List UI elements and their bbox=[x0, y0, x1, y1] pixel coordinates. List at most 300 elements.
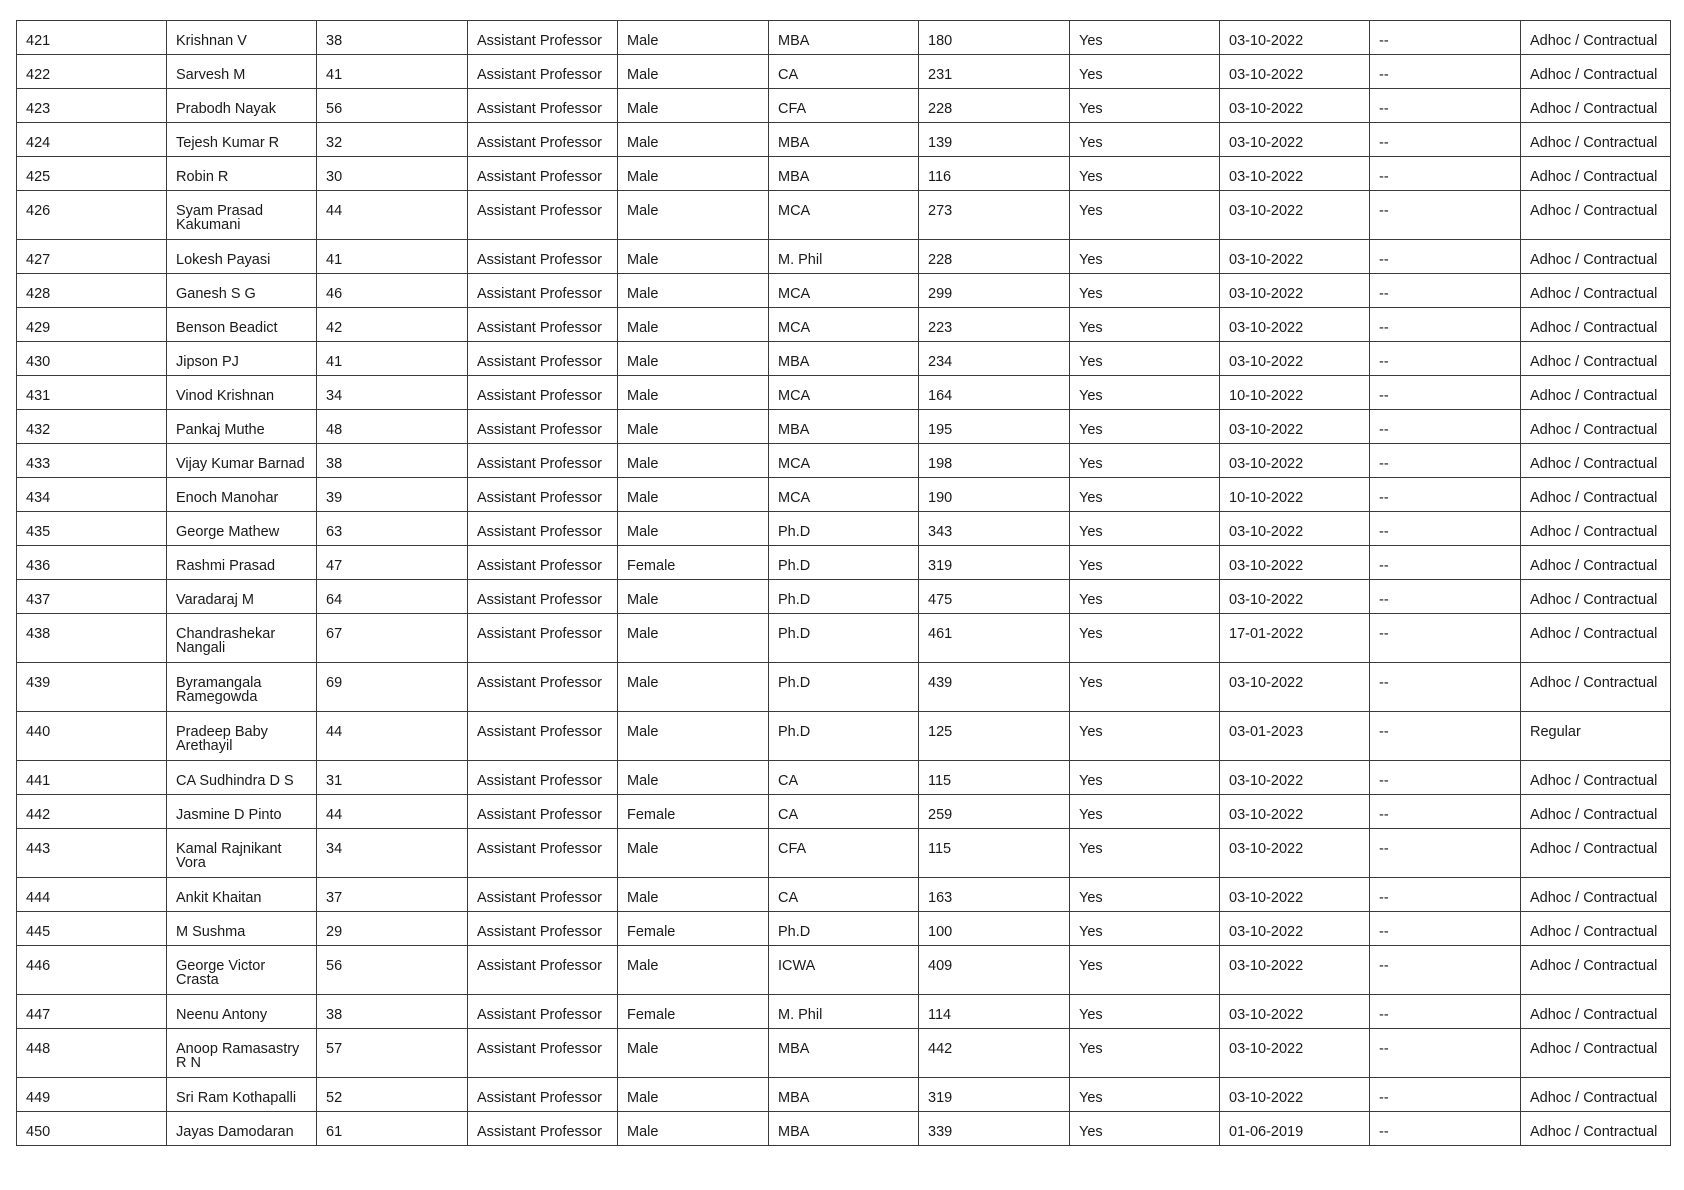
serial-number-cell: 438 bbox=[17, 614, 167, 663]
qualification-cell: MCA bbox=[769, 191, 919, 240]
designation-cell: Assistant Professor bbox=[468, 1078, 618, 1112]
nature-of-association-cell: Adhoc / Contractual bbox=[1521, 512, 1671, 546]
name-cell: Ankit Khaitan bbox=[167, 878, 317, 912]
currently-working-cell: Yes bbox=[1070, 376, 1220, 410]
qualification-cell: MBA bbox=[769, 1078, 919, 1112]
currently-working-cell: Yes bbox=[1070, 240, 1220, 274]
name-cell: CA Sudhindra D S bbox=[167, 761, 317, 795]
age-cell: 41 bbox=[317, 342, 468, 376]
joining-date-cell: 03-10-2022 bbox=[1220, 1029, 1370, 1078]
experience-cell: 180 bbox=[919, 21, 1070, 55]
name-cell: Ganesh S G bbox=[167, 274, 317, 308]
experience-cell: 223 bbox=[919, 308, 1070, 342]
leaving-date-cell: -- bbox=[1370, 240, 1521, 274]
currently-working-cell: Yes bbox=[1070, 342, 1220, 376]
serial-number-cell: 436 bbox=[17, 546, 167, 580]
gender-cell: Male bbox=[618, 274, 769, 308]
joining-date-cell: 10-10-2022 bbox=[1220, 478, 1370, 512]
age-cell: 37 bbox=[317, 878, 468, 912]
age-cell: 47 bbox=[317, 546, 468, 580]
nature-of-association-cell: Adhoc / Contractual bbox=[1521, 1078, 1671, 1112]
serial-number-cell: 448 bbox=[17, 1029, 167, 1078]
table-row bbox=[17, 157, 1671, 191]
designation-cell: Assistant Professor bbox=[468, 376, 618, 410]
age-cell: 57 bbox=[317, 1029, 468, 1078]
age-cell: 34 bbox=[317, 376, 468, 410]
leaving-date-cell: -- bbox=[1370, 308, 1521, 342]
leaving-date-cell: -- bbox=[1370, 795, 1521, 829]
gender-cell: Female bbox=[618, 995, 769, 1029]
currently-working-cell: Yes bbox=[1070, 663, 1220, 712]
serial-number-cell: 440 bbox=[17, 712, 167, 761]
qualification-cell: M. Phil bbox=[769, 995, 919, 1029]
table-row bbox=[17, 663, 1671, 712]
experience-cell: 461 bbox=[919, 614, 1070, 663]
qualification-cell: CFA bbox=[769, 89, 919, 123]
qualification-cell: MBA bbox=[769, 1112, 919, 1146]
joining-date-cell: 03-10-2022 bbox=[1220, 240, 1370, 274]
leaving-date-cell: -- bbox=[1370, 376, 1521, 410]
currently-working-cell: Yes bbox=[1070, 478, 1220, 512]
nature-of-association-cell: Adhoc / Contractual bbox=[1521, 546, 1671, 580]
name-cell: Robin R bbox=[167, 157, 317, 191]
serial-number-cell: 421 bbox=[17, 21, 167, 55]
age-cell: 29 bbox=[317, 912, 468, 946]
joining-date-cell: 01-06-2019 bbox=[1220, 1112, 1370, 1146]
age-cell: 41 bbox=[317, 240, 468, 274]
qualification-cell: CA bbox=[769, 878, 919, 912]
name-cell: Sarvesh M bbox=[167, 55, 317, 89]
experience-cell: 164 bbox=[919, 376, 1070, 410]
designation-cell: Assistant Professor bbox=[468, 478, 618, 512]
leaving-date-cell: -- bbox=[1370, 1078, 1521, 1112]
serial-number-cell: 450 bbox=[17, 1112, 167, 1146]
leaving-date-cell: -- bbox=[1370, 912, 1521, 946]
experience-cell: 259 bbox=[919, 795, 1070, 829]
age-cell: 42 bbox=[317, 308, 468, 342]
currently-working-cell: Yes bbox=[1070, 1112, 1220, 1146]
experience-cell: 125 bbox=[919, 712, 1070, 761]
gender-cell: Female bbox=[618, 546, 769, 580]
age-cell: 44 bbox=[317, 191, 468, 240]
joining-date-cell: 17-01-2022 bbox=[1220, 614, 1370, 663]
name-cell: Rashmi Prasad bbox=[167, 546, 317, 580]
joining-date-cell: 03-10-2022 bbox=[1220, 663, 1370, 712]
serial-number-cell: 433 bbox=[17, 444, 167, 478]
designation-cell: Assistant Professor bbox=[468, 795, 618, 829]
currently-working-cell: Yes bbox=[1070, 1078, 1220, 1112]
nature-of-association-cell: Adhoc / Contractual bbox=[1521, 21, 1671, 55]
name-cell: Tejesh Kumar R bbox=[167, 123, 317, 157]
joining-date-cell: 03-10-2022 bbox=[1220, 444, 1370, 478]
serial-number-cell: 439 bbox=[17, 663, 167, 712]
gender-cell: Female bbox=[618, 795, 769, 829]
currently-working-cell: Yes bbox=[1070, 191, 1220, 240]
designation-cell: Assistant Professor bbox=[468, 614, 618, 663]
nature-of-association-cell: Adhoc / Contractual bbox=[1521, 761, 1671, 795]
experience-cell: 273 bbox=[919, 191, 1070, 240]
experience-cell: 339 bbox=[919, 1112, 1070, 1146]
nature-of-association-cell: Adhoc / Contractual bbox=[1521, 376, 1671, 410]
table-row bbox=[17, 1078, 1671, 1112]
currently-working-cell: Yes bbox=[1070, 761, 1220, 795]
joining-date-cell: 03-10-2022 bbox=[1220, 946, 1370, 995]
nature-of-association-cell: Adhoc / Contractual bbox=[1521, 580, 1671, 614]
joining-date-cell: 03-10-2022 bbox=[1220, 342, 1370, 376]
joining-date-cell: 03-10-2022 bbox=[1220, 123, 1370, 157]
leaving-date-cell: -- bbox=[1370, 274, 1521, 308]
table-row bbox=[17, 1029, 1671, 1078]
designation-cell: Assistant Professor bbox=[468, 55, 618, 89]
name-cell: Varadaraj M bbox=[167, 580, 317, 614]
joining-date-cell: 03-10-2022 bbox=[1220, 829, 1370, 878]
age-cell: 63 bbox=[317, 512, 468, 546]
qualification-cell: ICWA bbox=[769, 946, 919, 995]
table-row bbox=[17, 191, 1671, 240]
table-row bbox=[17, 308, 1671, 342]
gender-cell: Male bbox=[618, 55, 769, 89]
nature-of-association-cell: Adhoc / Contractual bbox=[1521, 308, 1671, 342]
currently-working-cell: Yes bbox=[1070, 123, 1220, 157]
serial-number-cell: 441 bbox=[17, 761, 167, 795]
designation-cell: Assistant Professor bbox=[468, 240, 618, 274]
nature-of-association-cell: Adhoc / Contractual bbox=[1521, 478, 1671, 512]
currently-working-cell: Yes bbox=[1070, 444, 1220, 478]
qualification-cell: MBA bbox=[769, 123, 919, 157]
currently-working-cell: Yes bbox=[1070, 308, 1220, 342]
age-cell: 56 bbox=[317, 89, 468, 123]
qualification-cell: Ph.D bbox=[769, 712, 919, 761]
experience-cell: 409 bbox=[919, 946, 1070, 995]
table-row bbox=[17, 123, 1671, 157]
name-cell: Vijay Kumar Barnad bbox=[167, 444, 317, 478]
leaving-date-cell: -- bbox=[1370, 580, 1521, 614]
name-cell: Enoch Manohar bbox=[167, 478, 317, 512]
designation-cell: Assistant Professor bbox=[468, 308, 618, 342]
age-cell: 69 bbox=[317, 663, 468, 712]
experience-cell: 442 bbox=[919, 1029, 1070, 1078]
designation-cell: Assistant Professor bbox=[468, 1112, 618, 1146]
name-cell: Pradeep Baby Arethayil bbox=[167, 712, 317, 761]
designation-cell: Assistant Professor bbox=[468, 546, 618, 580]
joining-date-cell: 03-10-2022 bbox=[1220, 308, 1370, 342]
joining-date-cell: 03-10-2022 bbox=[1220, 580, 1370, 614]
qualification-cell: M. Phil bbox=[769, 240, 919, 274]
table-row bbox=[17, 795, 1671, 829]
designation-cell: Assistant Professor bbox=[468, 878, 618, 912]
serial-number-cell: 430 bbox=[17, 342, 167, 376]
experience-cell: 231 bbox=[919, 55, 1070, 89]
experience-cell: 228 bbox=[919, 89, 1070, 123]
currently-working-cell: Yes bbox=[1070, 878, 1220, 912]
serial-number-cell: 449 bbox=[17, 1078, 167, 1112]
joining-date-cell: 03-10-2022 bbox=[1220, 21, 1370, 55]
experience-cell: 475 bbox=[919, 580, 1070, 614]
designation-cell: Assistant Professor bbox=[468, 580, 618, 614]
joining-date-cell: 10-10-2022 bbox=[1220, 376, 1370, 410]
gender-cell: Male bbox=[618, 21, 769, 55]
leaving-date-cell: -- bbox=[1370, 995, 1521, 1029]
age-cell: 38 bbox=[317, 21, 468, 55]
gender-cell: Male bbox=[618, 157, 769, 191]
currently-working-cell: Yes bbox=[1070, 274, 1220, 308]
currently-working-cell: Yes bbox=[1070, 157, 1220, 191]
joining-date-cell: 03-10-2022 bbox=[1220, 546, 1370, 580]
qualification-cell: MBA bbox=[769, 157, 919, 191]
serial-number-cell: 423 bbox=[17, 89, 167, 123]
joining-date-cell: 03-10-2022 bbox=[1220, 795, 1370, 829]
name-cell: Vinod Krishnan bbox=[167, 376, 317, 410]
designation-cell: Assistant Professor bbox=[468, 157, 618, 191]
name-cell: Prabodh Nayak bbox=[167, 89, 317, 123]
designation-cell: Assistant Professor bbox=[468, 912, 618, 946]
serial-number-cell: 434 bbox=[17, 478, 167, 512]
age-cell: 48 bbox=[317, 410, 468, 444]
table-row bbox=[17, 240, 1671, 274]
name-cell: Kamal Rajnikant Vora bbox=[167, 829, 317, 878]
gender-cell: Male bbox=[618, 1112, 769, 1146]
age-cell: 31 bbox=[317, 761, 468, 795]
serial-number-cell: 432 bbox=[17, 410, 167, 444]
leaving-date-cell: -- bbox=[1370, 663, 1521, 712]
serial-number-cell: 425 bbox=[17, 157, 167, 191]
joining-date-cell: 03-10-2022 bbox=[1220, 1078, 1370, 1112]
joining-date-cell: 03-10-2022 bbox=[1220, 410, 1370, 444]
designation-cell: Assistant Professor bbox=[468, 274, 618, 308]
leaving-date-cell: -- bbox=[1370, 55, 1521, 89]
currently-working-cell: Yes bbox=[1070, 546, 1220, 580]
leaving-date-cell: -- bbox=[1370, 878, 1521, 912]
joining-date-cell: 03-10-2022 bbox=[1220, 191, 1370, 240]
qualification-cell: MBA bbox=[769, 1029, 919, 1078]
age-cell: 32 bbox=[317, 123, 468, 157]
experience-cell: 343 bbox=[919, 512, 1070, 546]
nature-of-association-cell: Adhoc / Contractual bbox=[1521, 1112, 1671, 1146]
nature-of-association-cell: Adhoc / Contractual bbox=[1521, 274, 1671, 308]
nature-of-association-cell: Adhoc / Contractual bbox=[1521, 614, 1671, 663]
nature-of-association-cell: Adhoc / Contractual bbox=[1521, 342, 1671, 376]
experience-cell: 139 bbox=[919, 123, 1070, 157]
nature-of-association-cell: Adhoc / Contractual bbox=[1521, 663, 1671, 712]
joining-date-cell: 03-10-2022 bbox=[1220, 912, 1370, 946]
nature-of-association-cell: Adhoc / Contractual bbox=[1521, 829, 1671, 878]
name-cell: Jasmine D Pinto bbox=[167, 795, 317, 829]
designation-cell: Assistant Professor bbox=[468, 191, 618, 240]
serial-number-cell: 428 bbox=[17, 274, 167, 308]
qualification-cell: MBA bbox=[769, 410, 919, 444]
leaving-date-cell: -- bbox=[1370, 761, 1521, 795]
experience-cell: 319 bbox=[919, 1078, 1070, 1112]
nature-of-association-cell: Adhoc / Contractual bbox=[1521, 157, 1671, 191]
joining-date-cell: 03-10-2022 bbox=[1220, 89, 1370, 123]
qualification-cell: MCA bbox=[769, 274, 919, 308]
qualification-cell: CFA bbox=[769, 829, 919, 878]
joining-date-cell: 03-10-2022 bbox=[1220, 878, 1370, 912]
qualification-cell: CA bbox=[769, 55, 919, 89]
experience-cell: 190 bbox=[919, 478, 1070, 512]
leaving-date-cell: -- bbox=[1370, 614, 1521, 663]
age-cell: 46 bbox=[317, 274, 468, 308]
gender-cell: Male bbox=[618, 580, 769, 614]
age-cell: 56 bbox=[317, 946, 468, 995]
currently-working-cell: Yes bbox=[1070, 1029, 1220, 1078]
leaving-date-cell: -- bbox=[1370, 829, 1521, 878]
currently-working-cell: Yes bbox=[1070, 995, 1220, 1029]
experience-cell: 195 bbox=[919, 410, 1070, 444]
qualification-cell: CA bbox=[769, 761, 919, 795]
table-row bbox=[17, 761, 1671, 795]
table-body bbox=[17, 21, 1671, 1146]
experience-cell: 234 bbox=[919, 342, 1070, 376]
joining-date-cell: 03-10-2022 bbox=[1220, 157, 1370, 191]
qualification-cell: MCA bbox=[769, 376, 919, 410]
leaving-date-cell: -- bbox=[1370, 21, 1521, 55]
table-row bbox=[17, 878, 1671, 912]
age-cell: 44 bbox=[317, 712, 468, 761]
designation-cell: Assistant Professor bbox=[468, 712, 618, 761]
leaving-date-cell: -- bbox=[1370, 191, 1521, 240]
table-row bbox=[17, 478, 1671, 512]
table-row bbox=[17, 274, 1671, 308]
leaving-date-cell: -- bbox=[1370, 712, 1521, 761]
experience-cell: 228 bbox=[919, 240, 1070, 274]
serial-number-cell: 426 bbox=[17, 191, 167, 240]
table-row bbox=[17, 712, 1671, 761]
qualification-cell: CA bbox=[769, 795, 919, 829]
designation-cell: Assistant Professor bbox=[468, 663, 618, 712]
gender-cell: Male bbox=[618, 478, 769, 512]
nature-of-association-cell: Adhoc / Contractual bbox=[1521, 410, 1671, 444]
serial-number-cell: 424 bbox=[17, 123, 167, 157]
joining-date-cell: 03-10-2022 bbox=[1220, 995, 1370, 1029]
table-row bbox=[17, 21, 1671, 55]
gender-cell: Male bbox=[618, 342, 769, 376]
qualification-cell: MBA bbox=[769, 21, 919, 55]
serial-number-cell: 447 bbox=[17, 995, 167, 1029]
leaving-date-cell: -- bbox=[1370, 410, 1521, 444]
nature-of-association-cell: Adhoc / Contractual bbox=[1521, 878, 1671, 912]
serial-number-cell: 435 bbox=[17, 512, 167, 546]
qualification-cell: Ph.D bbox=[769, 580, 919, 614]
designation-cell: Assistant Professor bbox=[468, 21, 618, 55]
leaving-date-cell: -- bbox=[1370, 444, 1521, 478]
gender-cell: Male bbox=[618, 1078, 769, 1112]
gender-cell: Male bbox=[618, 829, 769, 878]
experience-cell: 115 bbox=[919, 829, 1070, 878]
joining-date-cell: 03-10-2022 bbox=[1220, 761, 1370, 795]
qualification-cell: Ph.D bbox=[769, 663, 919, 712]
faculty-table bbox=[16, 20, 1671, 1146]
experience-cell: 115 bbox=[919, 761, 1070, 795]
age-cell: 38 bbox=[317, 995, 468, 1029]
designation-cell: Assistant Professor bbox=[468, 123, 618, 157]
age-cell: 52 bbox=[317, 1078, 468, 1112]
gender-cell: Male bbox=[618, 946, 769, 995]
serial-number-cell: 437 bbox=[17, 580, 167, 614]
qualification-cell: Ph.D bbox=[769, 614, 919, 663]
nature-of-association-cell: Adhoc / Contractual bbox=[1521, 191, 1671, 240]
table-row bbox=[17, 946, 1671, 995]
age-cell: 30 bbox=[317, 157, 468, 191]
gender-cell: Male bbox=[618, 712, 769, 761]
nature-of-association-cell: Adhoc / Contractual bbox=[1521, 55, 1671, 89]
name-cell: George Mathew bbox=[167, 512, 317, 546]
gender-cell: Male bbox=[618, 878, 769, 912]
qualification-cell: Ph.D bbox=[769, 512, 919, 546]
gender-cell: Male bbox=[618, 444, 769, 478]
currently-working-cell: Yes bbox=[1070, 512, 1220, 546]
serial-number-cell: 429 bbox=[17, 308, 167, 342]
serial-number-cell: 443 bbox=[17, 829, 167, 878]
table-row bbox=[17, 912, 1671, 946]
gender-cell: Male bbox=[618, 240, 769, 274]
age-cell: 64 bbox=[317, 580, 468, 614]
age-cell: 44 bbox=[317, 795, 468, 829]
name-cell: Pankaj Muthe bbox=[167, 410, 317, 444]
name-cell: Sri Ram Kothapalli bbox=[167, 1078, 317, 1112]
experience-cell: 163 bbox=[919, 878, 1070, 912]
leaving-date-cell: -- bbox=[1370, 946, 1521, 995]
serial-number-cell: 427 bbox=[17, 240, 167, 274]
table-row bbox=[17, 546, 1671, 580]
name-cell: M Sushma bbox=[167, 912, 317, 946]
gender-cell: Male bbox=[618, 191, 769, 240]
leaving-date-cell: -- bbox=[1370, 546, 1521, 580]
designation-cell: Assistant Professor bbox=[468, 444, 618, 478]
designation-cell: Assistant Professor bbox=[468, 1029, 618, 1078]
qualification-cell: MCA bbox=[769, 478, 919, 512]
leaving-date-cell: -- bbox=[1370, 89, 1521, 123]
age-cell: 39 bbox=[317, 478, 468, 512]
joining-date-cell: 03-01-2023 bbox=[1220, 712, 1370, 761]
name-cell: Krishnan V bbox=[167, 21, 317, 55]
table-row bbox=[17, 55, 1671, 89]
age-cell: 38 bbox=[317, 444, 468, 478]
serial-number-cell: 444 bbox=[17, 878, 167, 912]
name-cell: Neenu Antony bbox=[167, 995, 317, 1029]
experience-cell: 114 bbox=[919, 995, 1070, 1029]
nature-of-association-cell: Adhoc / Contractual bbox=[1521, 444, 1671, 478]
gender-cell: Female bbox=[618, 912, 769, 946]
table-row bbox=[17, 1112, 1671, 1146]
qualification-cell: MCA bbox=[769, 444, 919, 478]
serial-number-cell: 431 bbox=[17, 376, 167, 410]
currently-working-cell: Yes bbox=[1070, 912, 1220, 946]
table-row bbox=[17, 444, 1671, 478]
gender-cell: Male bbox=[618, 512, 769, 546]
qualification-cell: Ph.D bbox=[769, 546, 919, 580]
nature-of-association-cell: Adhoc / Contractual bbox=[1521, 946, 1671, 995]
age-cell: 61 bbox=[317, 1112, 468, 1146]
currently-working-cell: Yes bbox=[1070, 89, 1220, 123]
leaving-date-cell: -- bbox=[1370, 342, 1521, 376]
designation-cell: Assistant Professor bbox=[468, 995, 618, 1029]
experience-cell: 319 bbox=[919, 546, 1070, 580]
nature-of-association-cell: Adhoc / Contractual bbox=[1521, 123, 1671, 157]
gender-cell: Male bbox=[618, 614, 769, 663]
nature-of-association-cell: Regular bbox=[1521, 712, 1671, 761]
nature-of-association-cell: Adhoc / Contractual bbox=[1521, 912, 1671, 946]
experience-cell: 299 bbox=[919, 274, 1070, 308]
qualification-cell: MBA bbox=[769, 342, 919, 376]
nature-of-association-cell: Adhoc / Contractual bbox=[1521, 240, 1671, 274]
serial-number-cell: 445 bbox=[17, 912, 167, 946]
name-cell: Anoop Ramasastry R N bbox=[167, 1029, 317, 1078]
nature-of-association-cell: Adhoc / Contractual bbox=[1521, 795, 1671, 829]
qualification-cell: MCA bbox=[769, 308, 919, 342]
designation-cell: Assistant Professor bbox=[468, 342, 618, 376]
table-row bbox=[17, 89, 1671, 123]
